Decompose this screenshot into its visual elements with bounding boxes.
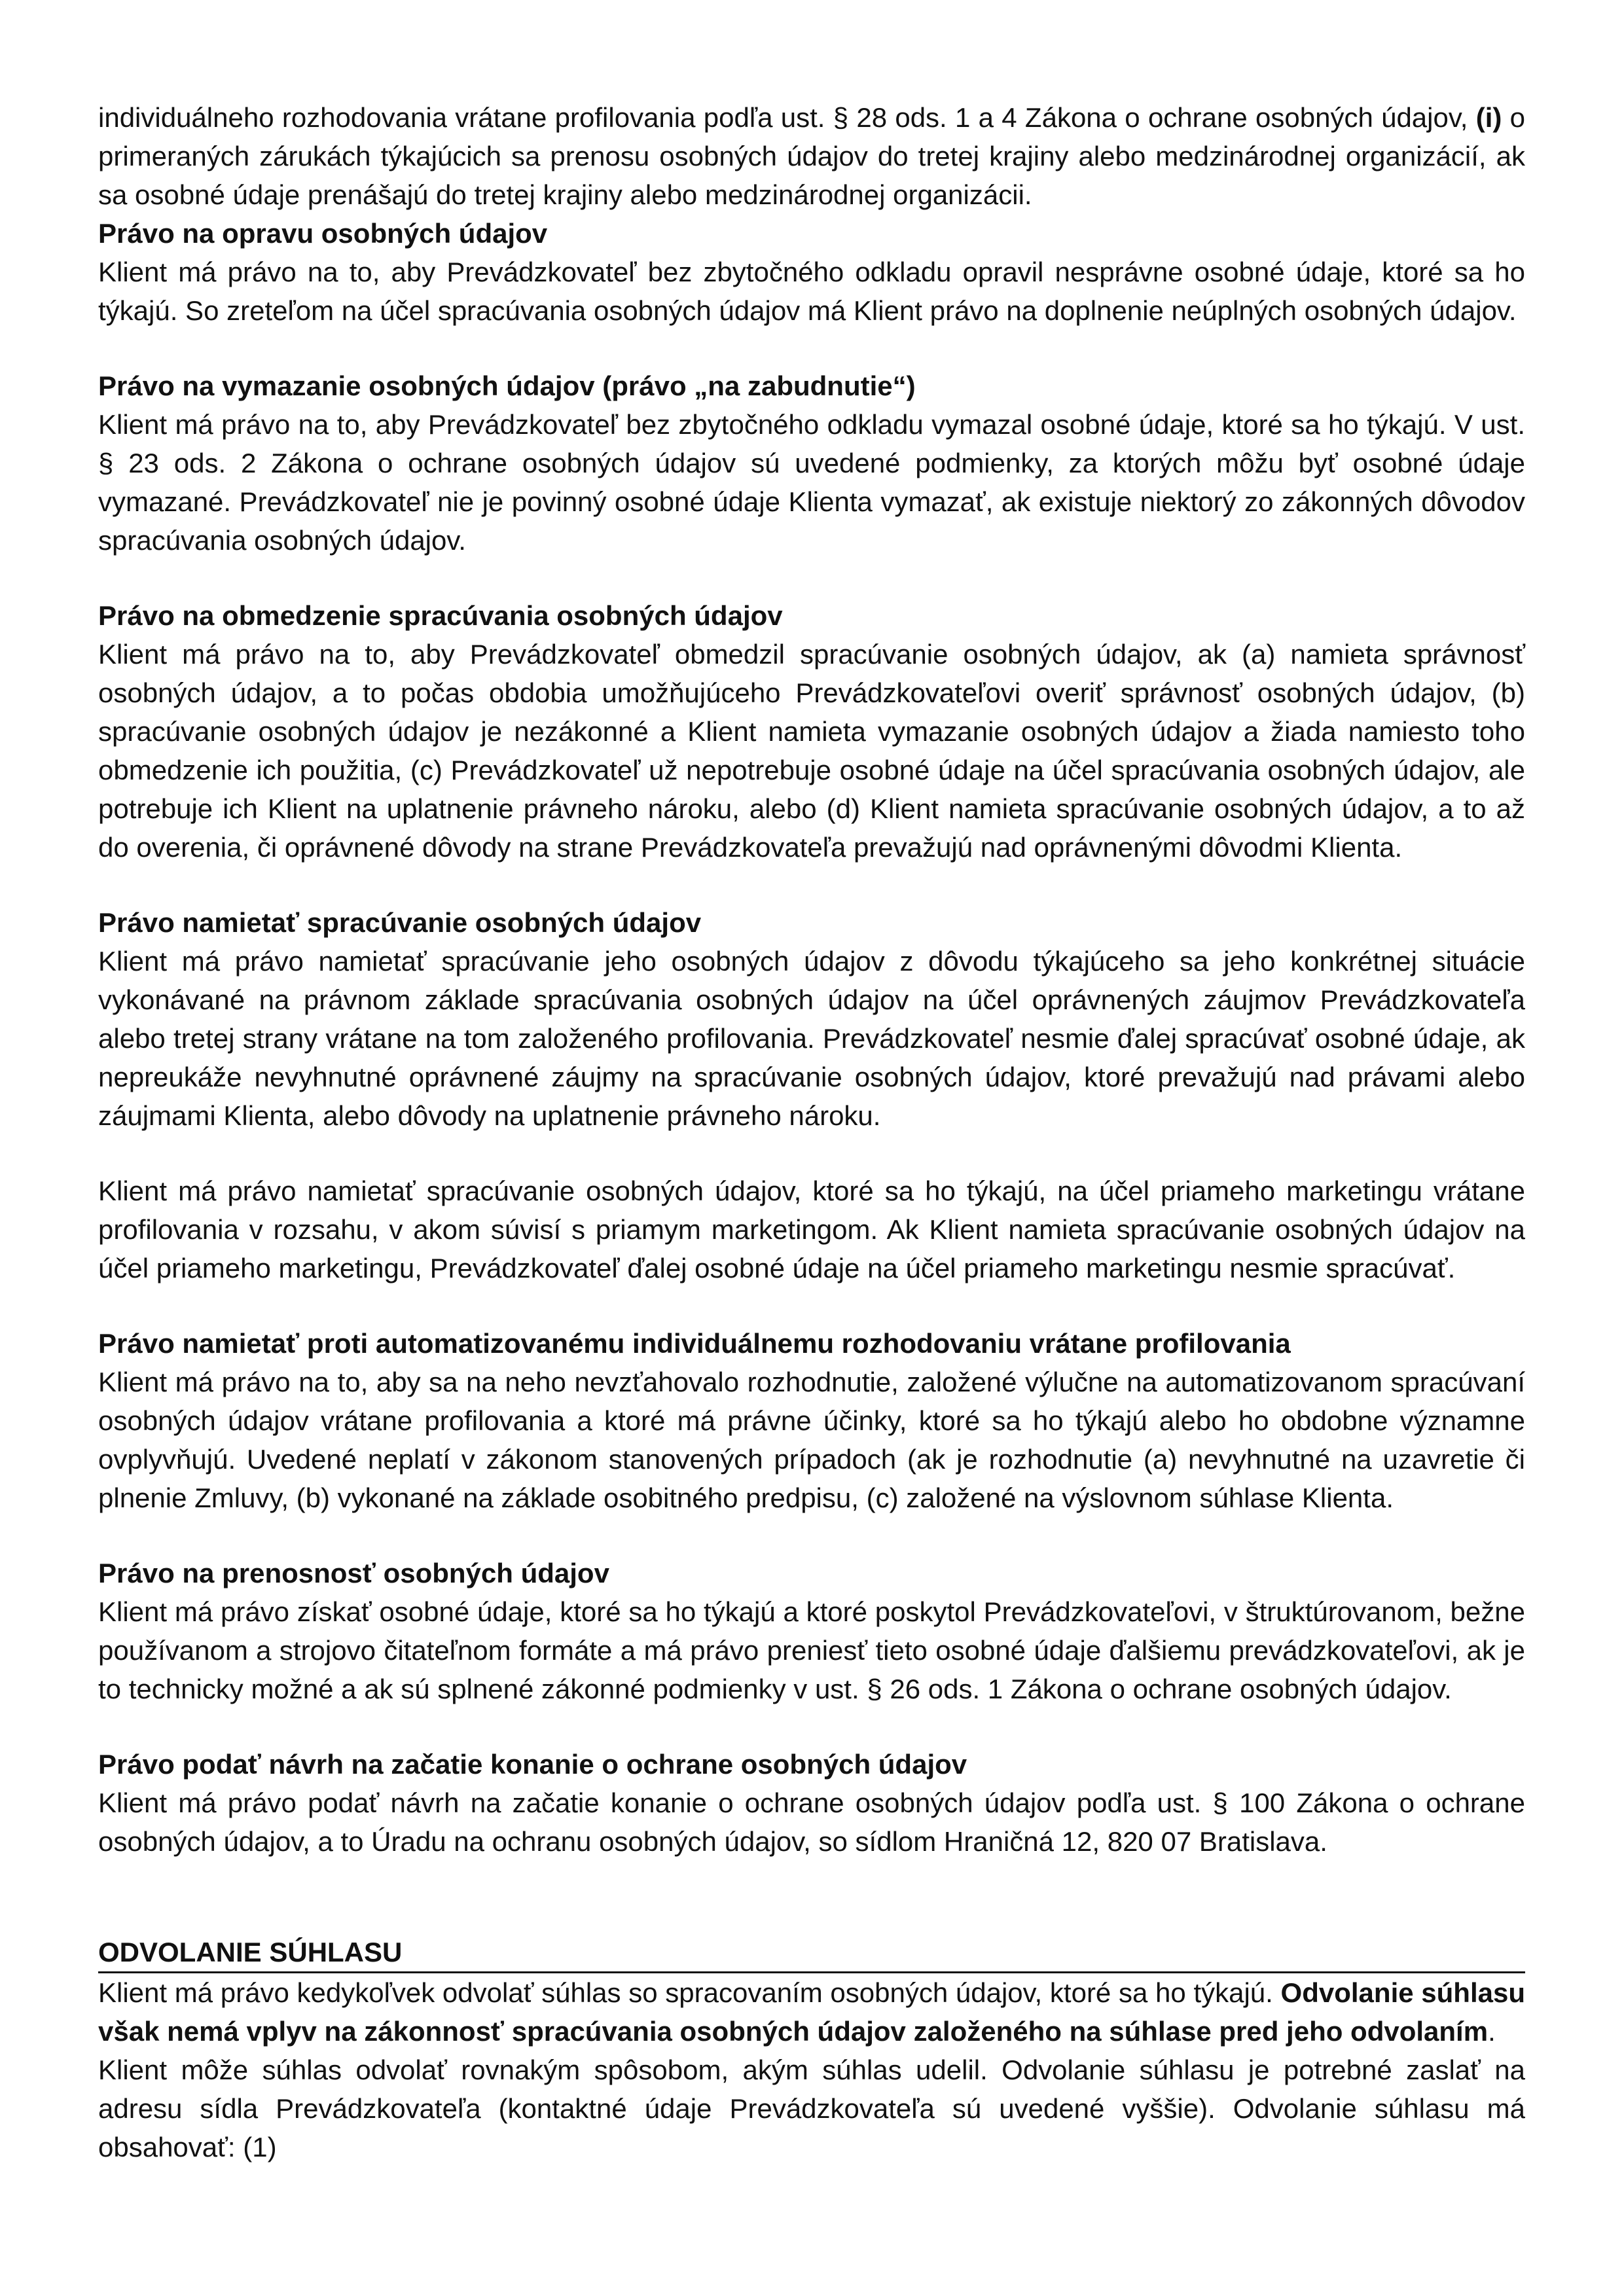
section-heading: Právo namietať proti automatizovanému individuálnemu rozhodovaniu vrátane profilovania [98, 1328, 1291, 1359]
intro-text-2: o primeraných zárukách týkajúcich sa prenosu osobných údajov do tretej krajiny alebo medzinárodnej organizácií, ak sa osobné údaje prenášajú do tretej krajiny alebo medzinárodnej organizácii. [98, 102, 1526, 210]
withdrawal-text-end: . [1488, 2016, 1496, 2047]
section-heading: Právo na vymazanie osobných údajov (právo „na zabudnutie“) [98, 370, 916, 401]
withdrawal-text: Klient má právo kedykoľvek odvolať súhlas so spracovaním osobných údajov, ktoré sa ho týkajú. [98, 1977, 1273, 2008]
right-section [98, 367, 1525, 560]
withdrawal-title: ODVOLANIE SÚHLASU [98, 1933, 1525, 1973]
right-section [98, 596, 1525, 867]
section-text: Klient má právo podať návrh na začatie konanie o ochrane osobných údajov podľa ust. § 100 Zákona o ochrane osobných údajov, a to Úradu na ochranu osobných údajov, so sídlom Hraničná 12, 820 07 Bratislava. [98, 1787, 1525, 1857]
right-section [98, 903, 1525, 1135]
section-text: Klient má právo získať osobné údaje, ktoré sa ho týkajú a ktoré poskytol Prevádzkovateľovi, v štruktúrovanom, bežne používanom a strojovo čitateľnom formáte a má právo preniesť tieto osobné údaje ďalšiemu prevádzkovateľovi, ak je to technicky možné a ak sú splnené zákonné podmienky v ust. § 26 ods. 1 Zákona o ochrane osobných údajov. [98, 1596, 1525, 1704]
section-heading: Právo namietať spracúvanie osobných údajov [98, 907, 702, 938]
section-text: Klient má právo namietať spracúvanie jeho osobných údajov z dôvodu týkajúceho sa jeho konkrétnej situácie vykonávané na právnom základe spracúvania osobných údajov na účel oprávnených záujmov Prevádzkovateľa alebo tretej strany vrátane na tom založeného profilovania. Prevádzkovateľ nesmie ďalej spracúvať osobné údaje, ak nepreukáže nevyhnutné oprávnené záujmy na spracúvanie osobných údajov, ktoré prevažujú nad právami alebo záujmami Klienta, alebo dôvody na uplatnenie právneho nároku. [98, 946, 1525, 1131]
section-heading: Právo na opravu osobných údajov [98, 218, 548, 249]
section-text: Klient má právo na to, aby Prevádzkovateľ bez zbytočného odkladu opravil nesprávne osobné údaje, ktoré sa ho týkajú. So zreteľom na účel spracúvania osobných údajov má Klient právo na doplnenie neúplných osobných údajov. [98, 257, 1525, 326]
withdrawal-paragraph-1 [98, 1973, 1525, 2051]
document-page [98, 98, 1525, 2166]
right-section [98, 1745, 1525, 1861]
right-section [98, 1554, 1525, 1708]
section-heading: Právo podať návrh na začatie konanie o ochrane osobných údajov [98, 1749, 967, 1780]
right-section [98, 214, 1525, 330]
section-heading: Právo na obmedzenie spracúvania osobných údajov [98, 600, 783, 631]
withdrawal-bold-text: Odvolanie súhlasu však nemá vplyv na zákonnosť spracúvania osobných údajov založeného na súhlase pred jeho odvolaním [98, 1977, 1525, 2047]
right-section [98, 1324, 1525, 1517]
section-text: Klient má právo na to, aby Prevádzkovateľ obmedzil spracúvanie osobných údajov, ak (a) namieta správnosť osobných údajov, a to počas obdobia umožňujúceho Prevádzkovateľovi overiť správnosť osobných údajov, (b) spracúvanie osobných údajov je nezákonné a Klient namieta vymazanie osobných údajov a žiada namiesto toho obmedzenie ich použitia, (c) Prevádzkovateľ už nepotrebuje osobné údaje na účel spracúvania osobných údajov, ale potrebuje ich Klient na uplatnenie právneho nároku, alebo (d) Klient namieta spracúvanie osobných údajov, a to až do overenia, či oprávnené dôvody na strane Prevádzkovateľa prevažujú nad oprávnenými dôvodmi Klienta. [98, 639, 1525, 863]
right-section-continued [98, 1172, 1525, 1287]
withdrawal-paragraph-2: Klient môže súhlas odvolať rovnakým spôsobom, akým súhlas udelil. Odvolanie súhlasu je potrebné zaslať na adresu sídla Prevádzkovateľa (kontaktné údaje Prevádzkovateľa sú uvedené vyššie). Odvolanie súhlasu má obsahovať: (1) [98, 2054, 1525, 2162]
intro-paragraph [98, 98, 1525, 214]
section-text: Klient má právo na to, aby Prevádzkovateľ bez zbytočného odkladu vymazal osobné údaje, ktoré sa ho týkajú. V ust. § 23 ods. 2 Zákona o ochrane osobných údajov sú uvedené podmienky, za ktorých môžu byť osobné údaje vymazané. Prevádzkovateľ nie je povinný osobné údaje Klienta vymazať, ak existuje niektorý zo zákonných dôvodov spracúvania osobných údajov. [98, 409, 1525, 556]
section-heading: Právo na prenosnosť osobných údajov [98, 1558, 609, 1588]
intro-text-1: individuálneho rozhodovania vrátane profilovania podľa ust. § 28 ods. 1 a 4 Zákona o ochrane osobných údajov, [98, 102, 1468, 133]
section-text: Klient má právo namietať spracúvanie osobných údajov, ktoré sa ho týkajú, na účel priameho marketingu vrátane profilovania v rozsahu, v akom súvisí s priamym marketingom. Ak Klient namieta spracúvanie osobných údajov na účel priameho marketingu, Prevádzkovateľ ďalej osobné údaje na účel priameho marketingu nesmie spracúvať. [98, 1175, 1525, 1283]
section-text: Klient má právo na to, aby sa na neho nevzťahovalo rozhodnutie, založené výlučne na automatizovanom spracúvaní osobných údajov vrátane profilovania a ktoré má právne účinky, ktoré sa ho týkajú alebo ho obdobne významne ovplyvňujú. Uvedené neplatí v zákonom stanovených prípadoch (ak je rozhodnutie (a) nevyhnutné na uzavretie či plnenie Zmluvy, (b) vykonané na základe osobitného predpisu, (c) založené na výslovnom súhlase Klienta. [98, 1367, 1525, 1513]
intro-marker: (i) [1475, 102, 1502, 133]
